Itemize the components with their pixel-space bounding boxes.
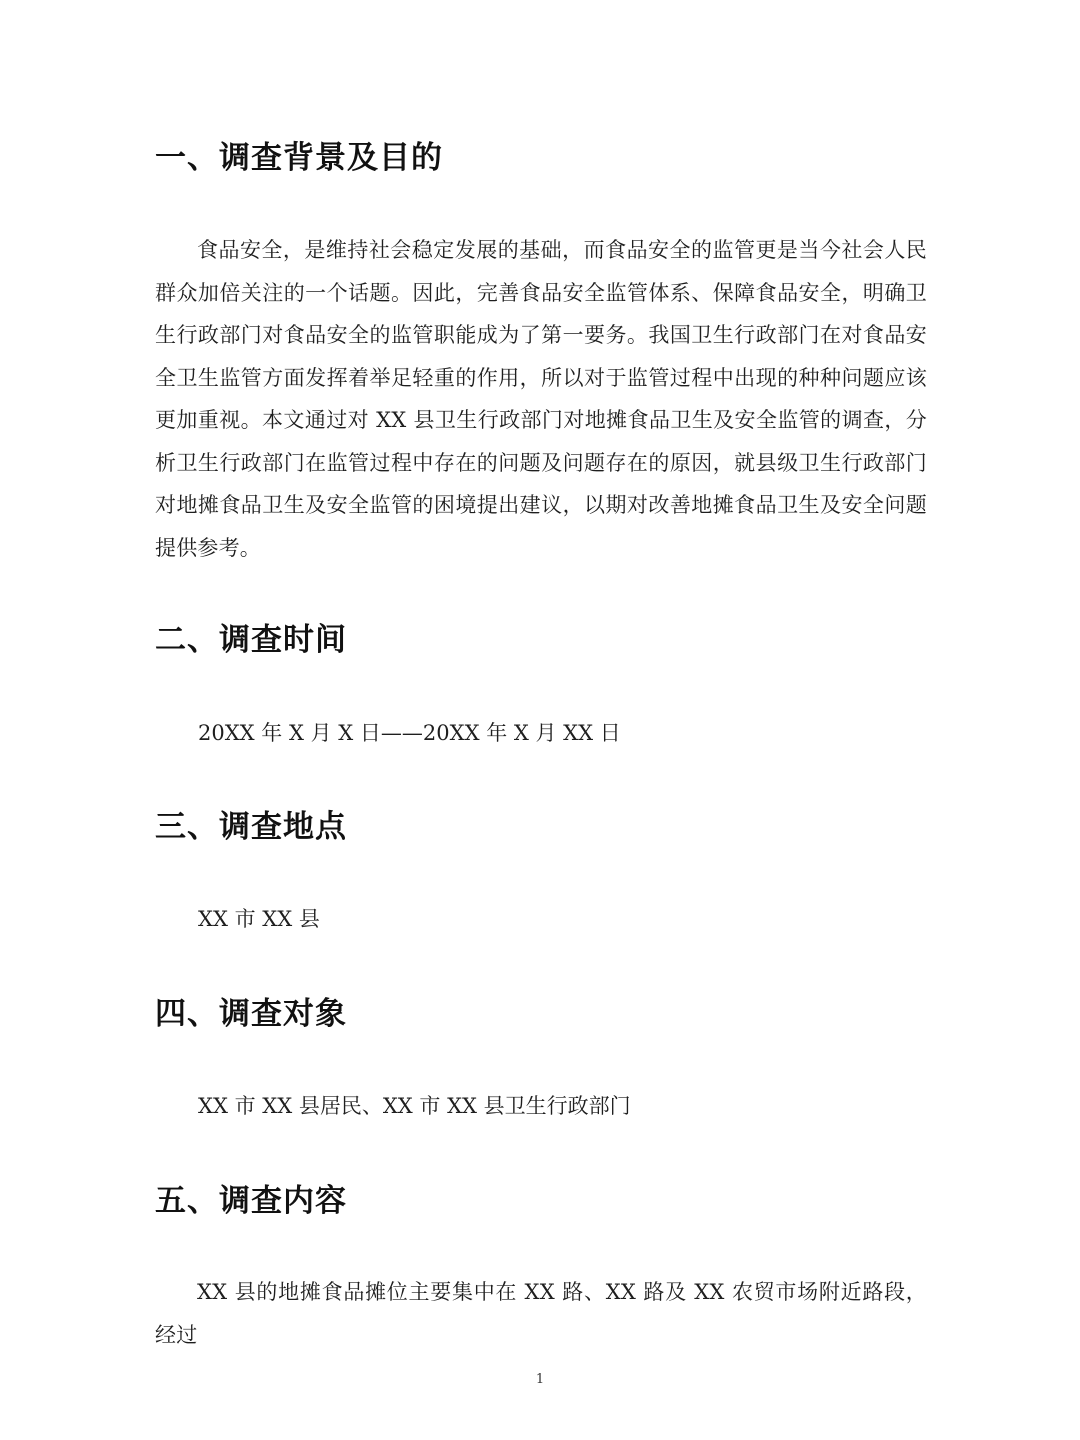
- section-text-location: XX 市 XX 县: [198, 907, 320, 931]
- section-heading-background: 一、调查背景及目的: [155, 140, 443, 176]
- section-text-subjects: XX 市 XX 县居民、XX 市 XX 县卫生行政部门: [198, 1094, 631, 1118]
- section-heading-content: 五、调查内容: [155, 1183, 347, 1219]
- section-text-content: XX 县的地摊食品摊位主要集中在 XX 路、XX 路及 XX 农贸市场附近路段，经过: [155, 1280, 927, 1347]
- section-text-time: 20XX 年 X 月 X 日——20XX 年 X 月 XX 日: [198, 721, 621, 745]
- section-heading-subjects: 四、调查对象: [155, 996, 347, 1032]
- section-text-background: 食品安全，是维持社会稳定发展的基础，而食品安全的监管更是当今社会人民群众加倍关注的一个话题。因此，完善食品安全监管体系、保障食品安全，明确卫生行政部门对食品安全的监管职能成为了第一要务。我国卫生行政部门在对食品安全卫生监管方面发挥着举足轻重的作用，所以对于监管过程中出现的种种问题应该更加重视。本文通过对 XX 县卫生行政部门对地摊食品卫生及安全监管的调查，分析卫生行政部门在监管过程中存在的问题及问题存在的原因，就县级卫生行政部门对地摊食品卫生及安全监管的困境提出建议，以期对改善地摊食品卫生及安全问题提供参考。: [155, 238, 927, 560]
- section-heading-location: 三、调查地点: [155, 809, 347, 845]
- section-heading-time: 二、调查时间: [155, 622, 347, 658]
- page-number: 1: [535, 1372, 545, 1387]
